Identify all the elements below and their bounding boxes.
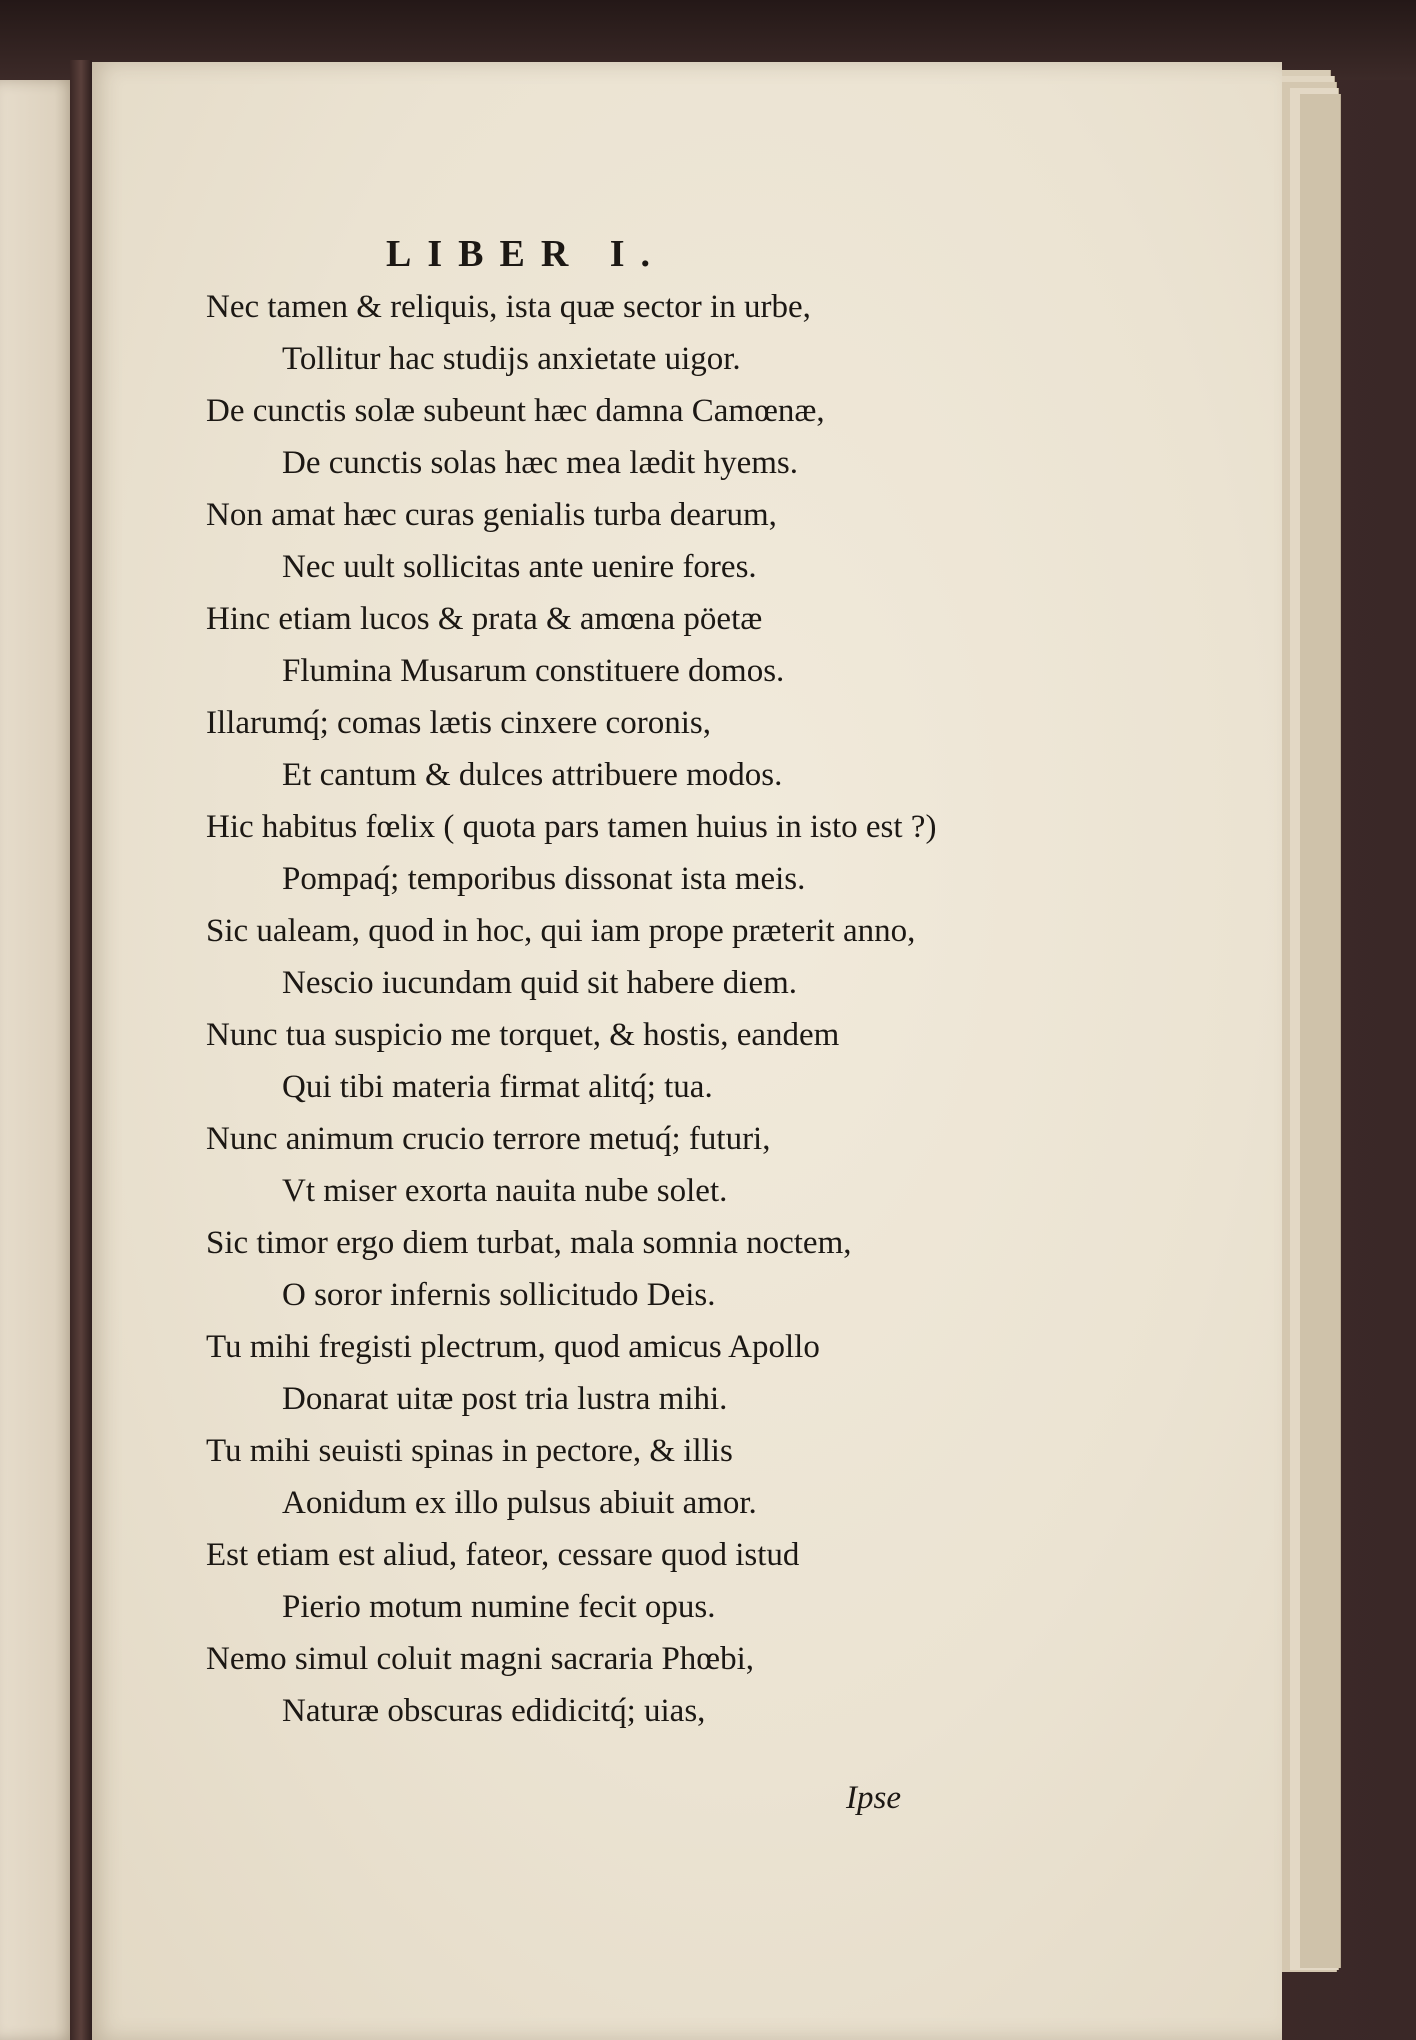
verse-line: Et cantum & dulces attribuere modos. [282, 757, 783, 793]
verse-line: Nec uult sollicitas ante uenire fores. [282, 549, 757, 585]
verse-line: Flumina Musarum constituere domos. [282, 653, 785, 689]
verse-line: O soror infernis sollicitudo Deis. [282, 1277, 716, 1313]
verse-line: De cunctis solæ subeunt hæc damna Camœnæ, [206, 393, 825, 429]
page-edge [1300, 94, 1341, 1968]
verse-line: Tu mihi fregisti plectrum, quod amicus Apollo [206, 1329, 820, 1365]
verse-line: Qui tibi materia firmat alitq́; tua. [282, 1069, 713, 1105]
verse-line: Nunc tua suspicio me torquet, & hostis, eandem [206, 1017, 840, 1053]
running-head: LIBER I. [386, 233, 667, 275]
verse-line: Pompaq́; temporibus dissonat ista meis. [282, 861, 806, 897]
verse-line: Illarumq́; comas lætis cinxere coronis, [206, 705, 711, 741]
verse-line: De cunctis solas hæc mea lædit hyems. [282, 445, 798, 481]
verse-line: Nec tamen & reliquis, ista quæ sector in urbe, [206, 289, 811, 325]
verse-line: Aonidum ex illo pulsus abiuit amor. [282, 1485, 757, 1521]
verse-line: Nunc animum crucio terrore metuq́; futuri, [206, 1121, 771, 1157]
verse-line: Sic ualeam, quod in hoc, qui iam prope præterit anno, [206, 913, 916, 949]
verse-line: Donarat uitæ post tria lustra mihi. [282, 1381, 728, 1417]
verse-line: Est etiam est aliud, fateor, cessare quod istud [206, 1537, 800, 1573]
verse-line: Tu mihi seuisti spinas in pectore, & illis [206, 1433, 733, 1469]
right-page [86, 62, 1282, 2040]
verse-line: Hic habitus fœlix ( quota pars tamen huius in isto est ?) [206, 809, 937, 845]
verse-line: Nemo simul coluit magni sacraria Phœbi, [206, 1641, 755, 1677]
verse-line: Sic timor ergo diem turbat, mala somnia noctem, [206, 1225, 852, 1261]
catchword: Ipse [846, 1780, 901, 1816]
verse-line: Tollitur hac studijs anxietate uigor. [282, 341, 741, 377]
left-page [0, 80, 78, 2040]
verse-line: Vt miser exorta nauita nube solet. [282, 1173, 728, 1209]
verse-line: Non amat hæc curas genialis turba dearum, [206, 497, 777, 533]
verse-line: Nescio iucundam quid sit habere diem. [282, 965, 798, 1001]
verse-line: Pierio motum numine fecit opus. [282, 1589, 716, 1625]
verse-line: Hinc etiam lucos & prata & amœna pöetæ [206, 601, 763, 637]
verse-line: Naturæ obscuras edidicitq́; uias, [282, 1693, 706, 1729]
book-gutter [70, 60, 92, 2040]
